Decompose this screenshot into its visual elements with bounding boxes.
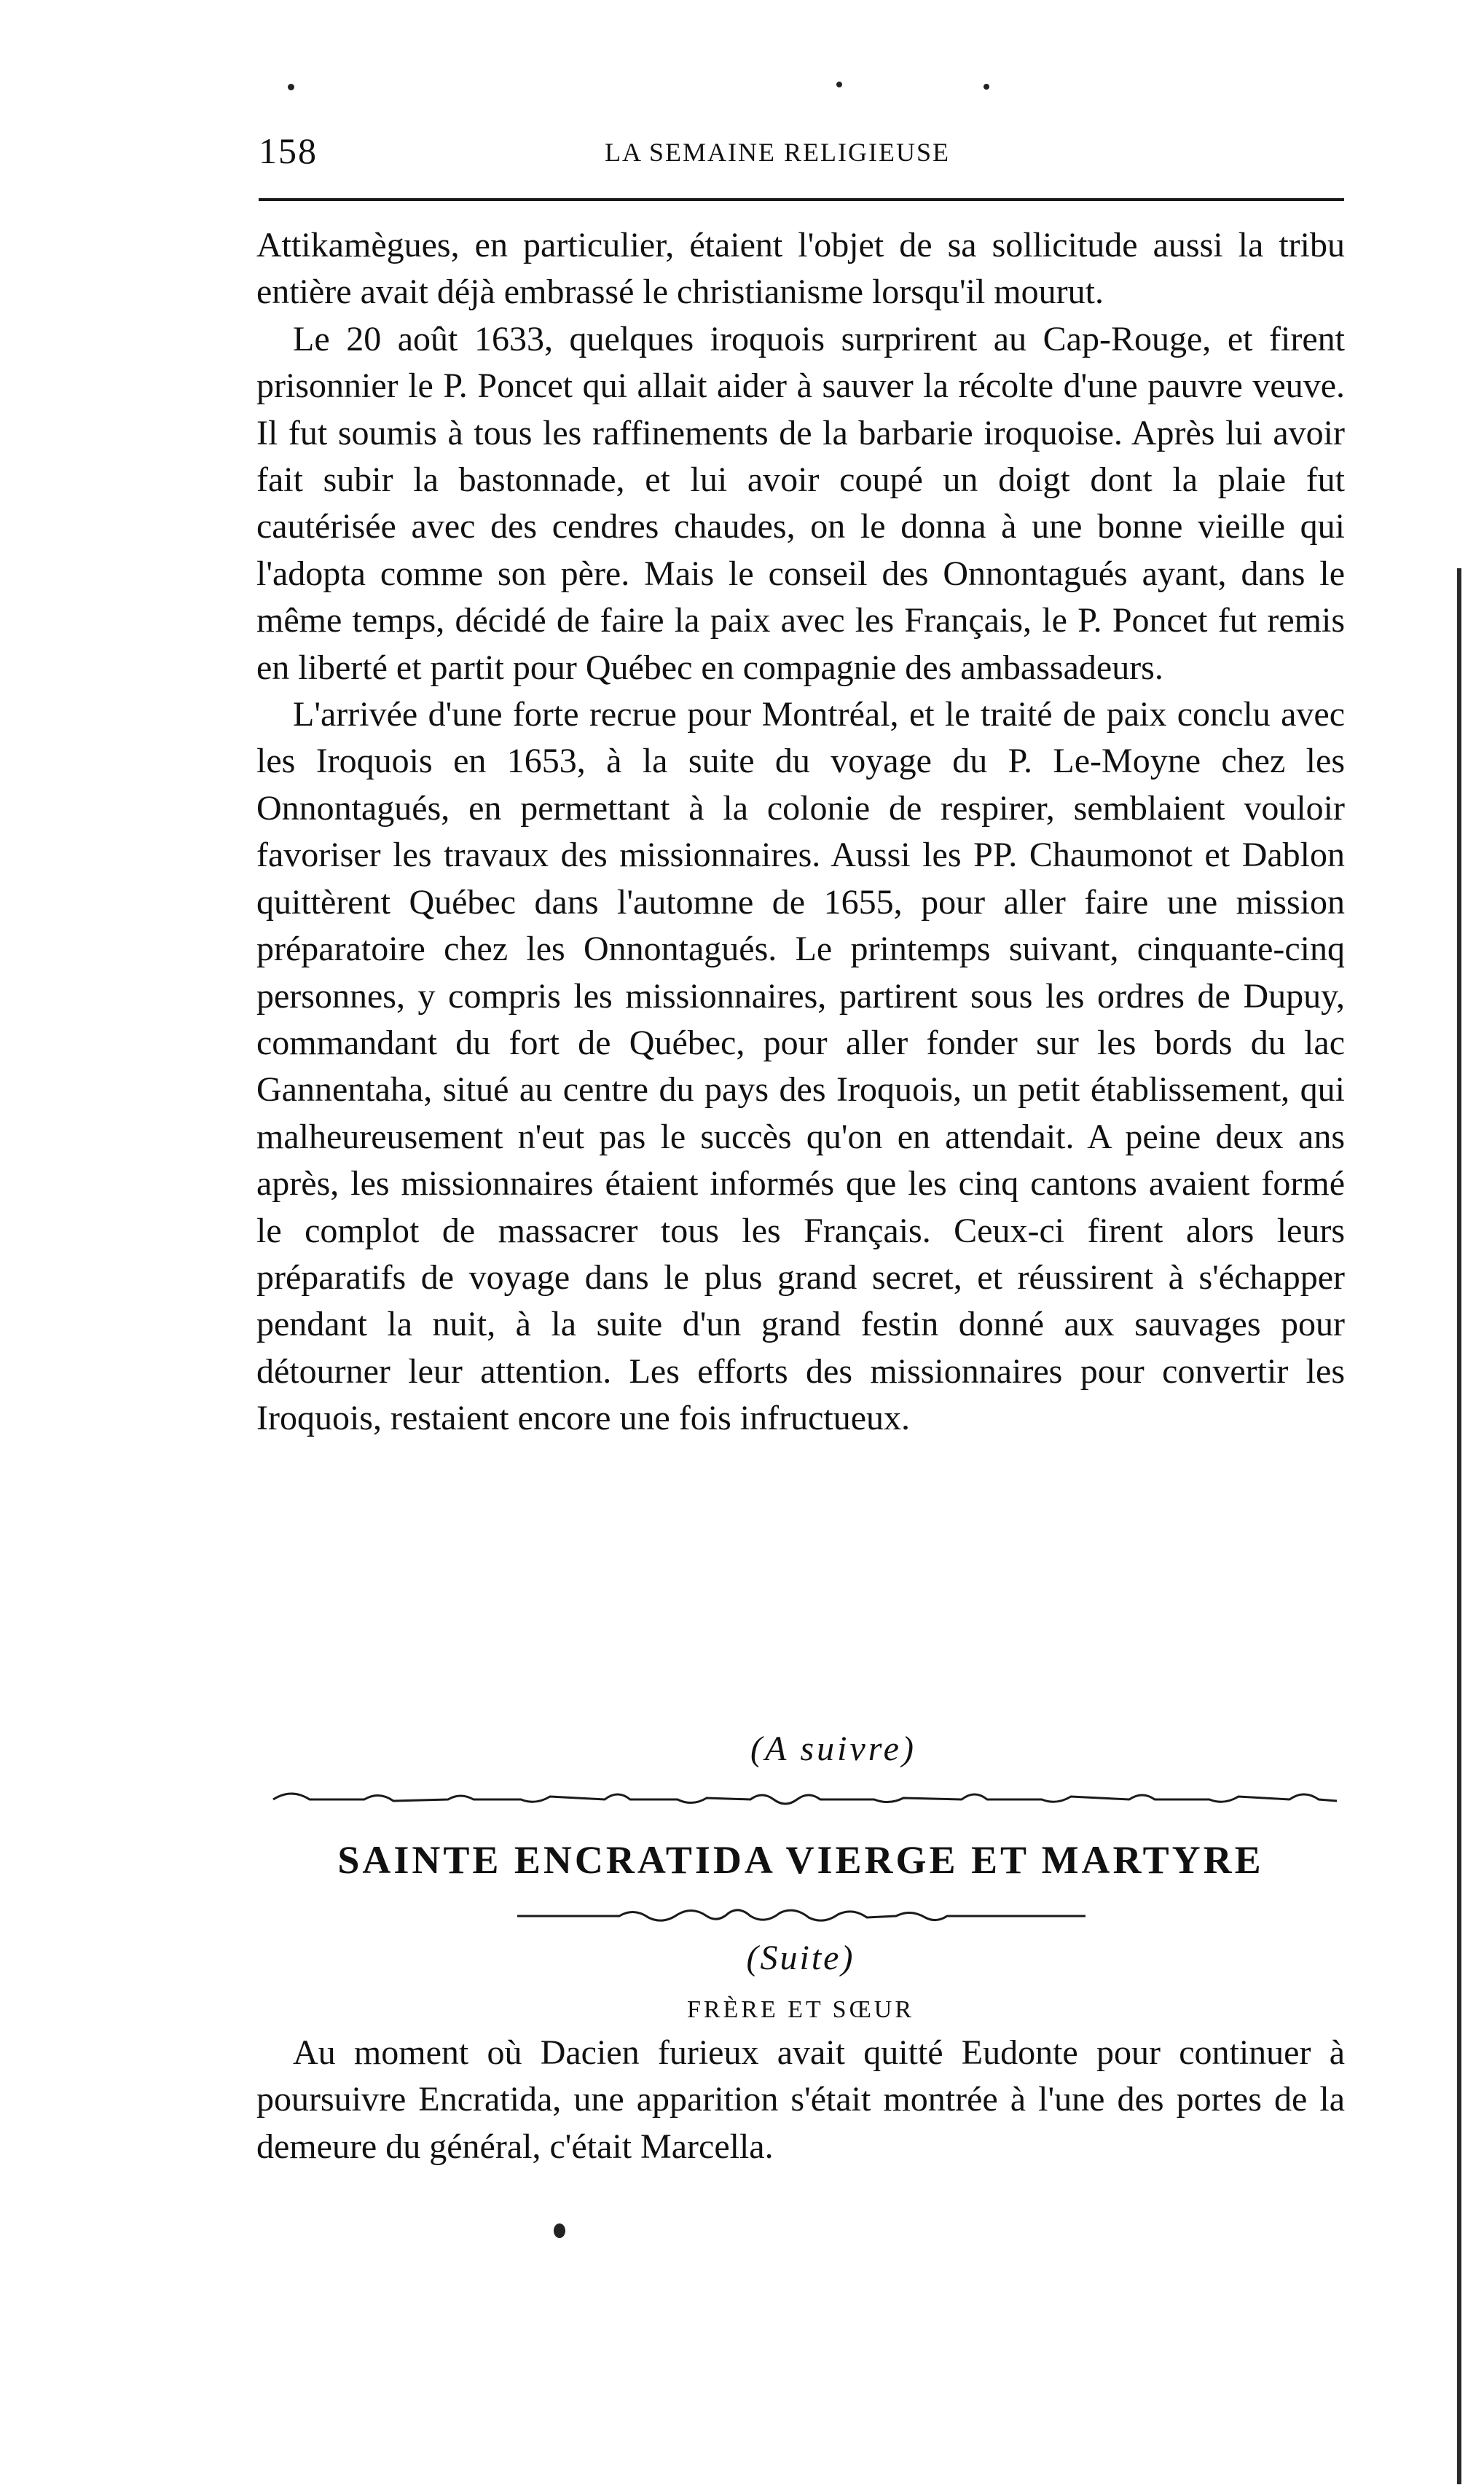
running-title: LA SEMAINE RELIGIEUSE (605, 138, 950, 167)
ink-speck (984, 84, 989, 90)
ink-speck (288, 84, 294, 90)
chapter-heading: FRÈRE ET SŒUR (686, 1996, 915, 2023)
paragraph: Le 20 août 1633, quelques iroquois surprirent au Cap-Rouge, et firent prisonnier le P. Poncet qui allait aider à sauver la récolte d'une pauvre veuve. Il fut soumis à tous les raffinements de la barbarie iroquoise. Après lui avoir fait subir la bastonnade, et lui avoir coupé un doigt dont la plaie fut cautérisée avec des cendres chaudes, on le donna à une bonne vieille qui l'adopta comme son père. Mais le conseil des Onnontagués ayant, dans le même temps, décidé de faire la paix avec les Français, le P. Poncet fut remis en liberté et partit pour Québec en compagnie des ambassadeurs. (256, 319, 1345, 687)
paragraph: Attikamègues, en particulier, étaient l'objet de sa sollicitude aussi la tribu entière avait déjà embrassé le christianisme lorsqu'il mourut. (256, 226, 1345, 312)
ornamental-divider (270, 1783, 1340, 1813)
scan-edge-shadow (1457, 568, 1461, 2484)
page-number: 158 (259, 130, 318, 171)
to-be-continued-note: (A suivre) (750, 1730, 916, 1768)
header-rule (259, 198, 1344, 201)
article-title: SAINTE ENCRATIDA VIERGE ET MARTYRE (337, 1838, 1264, 1882)
article-text (256, 2030, 1345, 2170)
ink-speck (836, 82, 842, 87)
page-header (259, 130, 1344, 173)
article-continued-text (256, 222, 1345, 1442)
paragraph: Au moment où Dacien furieux avait quitté Eudonte pour continuer à poursuivre Encratida, une apparition s'était montrée à l'une des portes de la demeure du général, c'était Marcella. (256, 2033, 1345, 2166)
title-ornament (517, 1901, 1085, 1931)
ink-speck (554, 2223, 565, 2238)
article-subtitle: (Suite) (746, 1939, 855, 1977)
paragraph: L'arrivée d'une forte recrue pour Montréal, et le traité de paix conclu avec les Iroquois en 1653, à la suite du voyage du P. Le-Moyne chez les Onnontagués, en permettant à la colonie de respirer, semblaient vouloir favoriser les travaux des missionnaires. Aussi les PP. Chaumonot et Dablon quittèrent Québec dans l'automne de 1655, pour aller faire une mission préparatoire chez les Onnontagués. Le printemps suivant, cinquante-cinq personnes, y compris les missionnaires, partirent sous les ordres de Dupuy, commandant du fort de Québec, pour aller fonder sur les bords du lac Gannentaha, situé au centre du pays des Iroquois, un petit établissement, qui malheureusement n'eut pas le succès qu'on en attendait. A peine deux ans après, les missionnaires étaient informés que les cinq cantons avaient formé le complot de massacrer tous les Français. Ceux-ci firent alors leurs préparatifs de voyage dans le plus grand secret, et réussirent à s'échapper pendant la nuit, à la suite d'un grand festin donné aux sauvages pour détourner leur attention. Les efforts des missionnaires pour convertir les Iroquois, restaient encore une fois infructueux. (256, 695, 1345, 1438)
